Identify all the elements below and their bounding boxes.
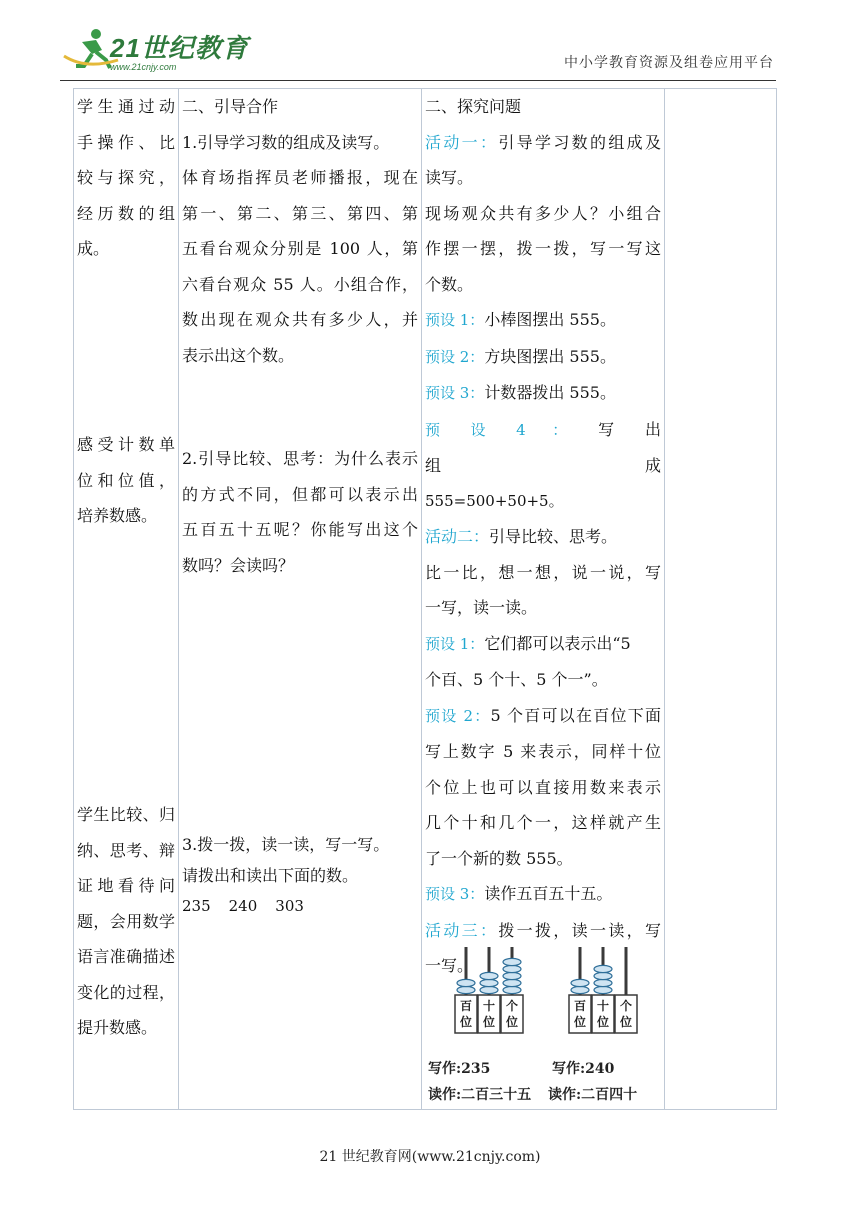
student-line: 个百、5 个十、5 个一”。 [425,670,608,689]
student-line: 写上数字 5 来表示，同样十位 [425,742,661,761]
abacus-bead [571,979,589,986]
teacher-line: 六看台观众 55 人。小组合作， [182,274,418,294]
activity-label: 活动二： [425,527,490,546]
preset-line: 预设 3：计数器拨出 555。 [425,383,616,402]
goal-line: 成。 [77,239,110,258]
platform-name: 中小学教育资源及组卷应用平台 [564,55,774,71]
goal-line: 语言准确描述 [77,947,175,966]
teacher-line: 3.拨一拨，读一读，写一写。 [182,835,390,854]
preset-label: 预设 2： [425,347,485,366]
student-line: 555=500+50+5。 [425,491,564,510]
goal-line: 提升数感。 [77,1018,158,1037]
page-header [0,0,860,82]
abacus-bead [594,986,612,993]
abacus-right [569,947,637,1033]
abacus-bead [503,986,521,993]
preset-label: 预设 3： [425,885,485,903]
abacus-bead [457,986,475,993]
teacher-column [179,89,422,1110]
table-row [74,89,777,1110]
place-label: 十 [596,999,610,1013]
abacus-bead [503,972,521,979]
place-label: 个 [619,999,633,1013]
header-divider [60,80,776,81]
notes-column [665,89,777,1110]
student-line: 比一比，想一想，说一说，写 [425,562,661,582]
teacher-block-2 [182,441,418,583]
preset-label: 预设 2： [425,706,491,725]
preset-label: 预设 1： [425,311,485,329]
abacus-bead [503,979,521,986]
goal-column [74,89,179,1110]
goal-line: 变化的过程， [77,982,175,1002]
place-label: 位 [505,1015,519,1029]
abacus-bead [594,979,612,986]
abacus-bead [480,979,498,986]
teacher-block-1 [182,89,418,373]
student-line: 个位上也可以直接用数来表示 [425,777,661,797]
teacher-line: 表示出这个数。 [182,345,295,365]
preset-label: 预 设 4 ： [425,420,572,439]
place-label: 位 [573,1015,587,1029]
student-line: 了一个新的数 555。 [425,848,573,868]
goal-line: 学生比较、归 [77,805,175,824]
preset-label: 预设 3： [425,384,485,402]
goal-line: 感受计数单 [77,435,175,454]
teacher-block-3 [182,829,418,922]
goal-line: 培养数感。 [77,506,158,525]
goal-block-3 [77,797,175,1046]
teacher-line: 五看台观众分别是 100 人，第 [182,239,418,258]
activity-line: 活动三：拨一拨，读一读，写 [425,920,661,940]
teacher-line: 的方式不同，但都可以表示出 [182,484,418,504]
section-heading: 二、探究问题 [425,97,522,116]
goal-line: 手操作、比 [77,132,175,152]
place-label: 个 [505,999,519,1013]
activity-label: 活动三： [425,920,499,940]
abacus-write-left: 写作:235 [428,1061,491,1077]
place-label: 位 [482,1015,496,1029]
student-line: 一写。 [425,956,474,975]
place-label: 十 [482,999,496,1013]
teacher-line: 数吗？会读吗？ [182,555,295,575]
section-heading: 二、引导合作 [182,97,279,116]
place-label: 位 [596,1015,610,1029]
activity-label: 活动一： [425,132,499,152]
goal-block-1 [77,89,175,267]
student-line: 几个十和几个一，这样就产生 [425,813,661,832]
goal-line: 较与探究， [77,168,175,187]
abacus-write-right: 写作:240 [552,1061,615,1077]
abacus-bead [480,972,498,979]
abacus-bead [503,958,521,965]
lesson-table [73,88,777,1110]
abacus-bead [571,986,589,993]
goal-line: 经历数的组 [77,203,175,223]
number-list [182,891,418,922]
student-column [422,89,665,1110]
preset-line: 预设 3：读作五百五十五。 [425,884,613,903]
student-line: 个数。 [425,274,474,294]
goal-line: 题，会用数学 [77,911,175,931]
abacus-bead [457,979,475,986]
abacus-read-right: 读作:二百四十 [548,1087,638,1103]
teacher-line: 2.引导比较、思考：为什么表示 [182,449,418,468]
number-item: 303 [275,897,304,915]
activity-line: 活动一：引导学习数的组成及 [425,132,661,152]
abacus-bead [480,986,498,993]
goal-line: 位和位值， [77,470,175,490]
place-label: 百 [459,999,473,1013]
goal-block-2 [77,427,175,534]
teacher-line: 请拨出和读出下面的数。 [182,866,359,885]
goal-line: 证地看待问 [77,876,175,895]
preset-line: 预设 1：它们都可以表示出“5 [425,633,631,653]
teacher-line: 第一、第二、第三、第四、第 [182,203,418,223]
abacus-bead [503,965,521,972]
student-line: 作摆一摆，拨一拨，写一写这 [425,239,661,258]
teacher-line: 数出现在观众共有多少人，并 [182,310,418,329]
student-line: 读写。 [425,168,474,187]
abacus-read-left: 读作:二百三十五 [428,1087,532,1103]
logo-text: 21世纪教育 [110,33,249,63]
student-line: 现场观众共有多少人？小组合 [425,203,661,223]
goal-line: 纳、思考、辩 [77,840,175,860]
preset-line: 预 设 4 ： 写 出 组 成 [425,419,661,475]
teacher-line: 五百五十五呢？你能写出这个 [182,520,418,539]
page-footer: 21 世纪教育网(www.21cnjy.com) [319,1149,541,1165]
abacus-figure [424,947,664,1107]
abacus-bead [594,972,612,979]
activity-line: 活动二：引导比较、思考。 [425,527,618,546]
abacus-bead [594,965,612,972]
teacher-line: 1.引导学习数的组成及读写。 [182,132,390,152]
number-item: 240 [228,897,258,915]
preset-line: 预设 1：小棒图摆出 555。 [425,310,616,329]
preset-line: 预设 2：方块图摆出 555。 [425,346,616,366]
logo-url: www.21cnjy.com [110,62,177,72]
preset-line: 预设 2：5 个百可以在百位下面 [425,705,661,725]
student-block [425,89,661,984]
place-label: 百 [573,999,587,1013]
student-line: 一写，读一读。 [425,598,538,617]
place-label: 位 [459,1015,473,1029]
abacus-left [455,947,523,1033]
goal-line: 学生通过动 [77,97,175,116]
preset-label: 预设 1： [425,634,485,653]
number-item: 235 [182,897,211,915]
place-label: 位 [619,1015,633,1029]
teacher-line: 体育场指挥员老师播报，现在 [182,168,418,187]
